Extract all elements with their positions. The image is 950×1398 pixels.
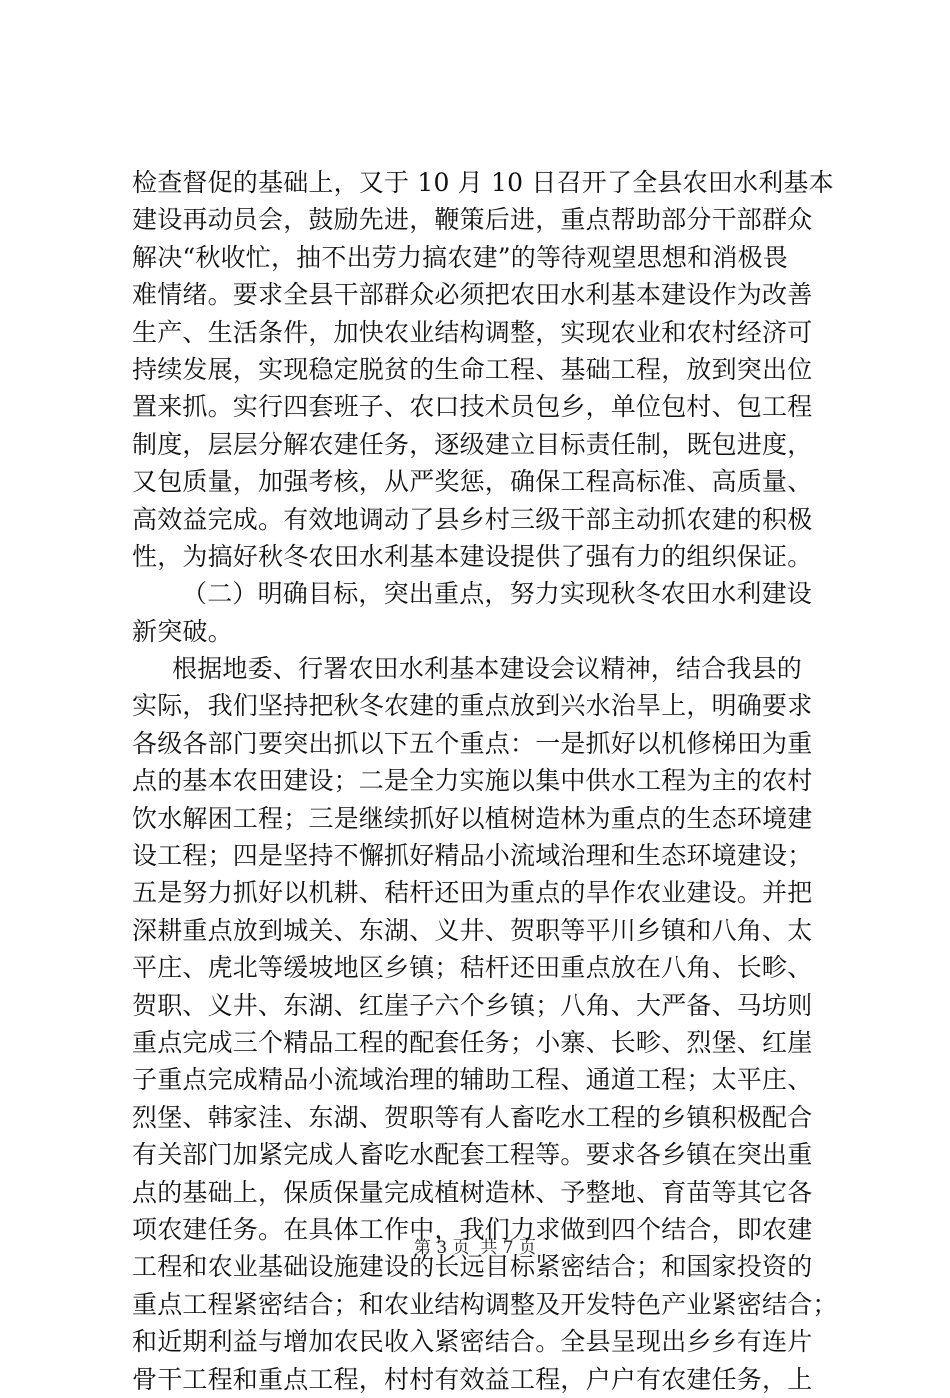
- text-line: 饮水解困工程；三是继续抓好以植树造林为重点的生态环境建: [132, 803, 813, 833]
- text-line: 难情绪。要求全县干部群众必须把农田水利基本建设作为改善: [132, 280, 813, 310]
- text-line: 平庄、虎北等缓坡地区乡镇；秸杆还田重点放在八角、长畛、: [132, 953, 813, 983]
- text-line: 置来抓。实行四套班子、农口技术员包乡，单位包村、包工程: [132, 392, 813, 422]
- text-line: 和近期利益与增加农民收入紧密结合。全县呈现出乡乡有连片: [132, 1327, 813, 1357]
- paragraph-first-line: 根据地委、行署农田水利基本建设会议精神，结合我县的: [172, 654, 803, 684]
- text-line: 骨干工程和重点工程，村村有效益工程，户户有农建任务，上: [132, 1364, 813, 1394]
- text-line: 子重点完成精品小流域治理的辅助工程、通道工程；太平庄、: [132, 1065, 813, 1095]
- page-number: 第 3 页 共 7 页: [413, 1238, 537, 1258]
- document-body: [132, 164, 838, 1398]
- text-line: 工程和农业基础设施建设的长远目标紧密结合；和国家投资的: [132, 1252, 813, 1282]
- text-line: 项农建任务。在具体工作中，我们力求做到四个结合，即农建: [132, 1214, 813, 1244]
- text-line: 点的基本农田建设；二是全力实施以集中供水工程为主的农村: [132, 766, 813, 796]
- text-line: 贺职、义井、东湖、红崖子六个乡镇；八角、大严备、马坊则: [132, 990, 813, 1020]
- text-line: 设工程；四是坚持不懈抓好精品小流域治理和生态环境建设；: [132, 841, 813, 871]
- section-heading: （二）明确目标，突出重点，努力实现秋冬农田水利建设: [182, 579, 813, 609]
- text-line: 建设再动员会，鼓励先进，鞭策后进，重点帮助部分干部群众: [132, 205, 813, 235]
- page-footer: [0, 1237, 950, 1259]
- section-heading-continuation: 新突破。: [132, 616, 233, 646]
- text-line: 实际，我们坚持把秋冬农建的重点放到兴水治旱上，明确要求: [132, 691, 813, 721]
- text-line: 解决“秋收忙，抽不出劳力搞农建”的等待观望思想和消极畏: [132, 242, 788, 272]
- text-line: 五是努力抓好以机耕、秸杆还田为重点的旱作农业建设。并把: [132, 878, 813, 908]
- text-line: 有关部门加紧完成人畜吃水配套工程等。要求各乡镇在突出重: [132, 1140, 813, 1170]
- text-line: 各级各部门要突出抓以下五个重点：一是抓好以机修梯田为重: [132, 728, 813, 758]
- text-line: 重点工程紧密结合；和农业结构调整及开发特色产业紧密结合；: [132, 1289, 838, 1319]
- text-line: 又包质量，加强考核，从严奖惩，确保工程高标准、高质量、: [132, 467, 813, 497]
- text-line: 检查督促的基础上，又于 10 月 10 日召开了全县农田水利基本: [132, 168, 834, 197]
- text-line: 高效益完成。有效地调动了县乡村三级干部主动抓农建的积极: [132, 504, 813, 534]
- text-line: 持续发展，实现稳定脱贫的生命工程、基础工程，放到突出位: [132, 354, 813, 384]
- text-line: 重点完成三个精品工程的配套任务；小寨、长畛、烈堡、红崖: [132, 1027, 813, 1057]
- text-line: 烈堡、韩家洼、东湖、贺职等有人畜吃水工程的乡镇积极配合: [132, 1102, 813, 1132]
- text-line: 生产、生活条件，加快农业结构调整，实现农业和农村经济可: [132, 317, 813, 347]
- text-line: 性，为搞好秋冬农田水利基本建设提供了强有力的组织保证。: [132, 541, 813, 571]
- text-line: 制度，层层分解农建任务，逐级建立目标责任制，既包进度，: [132, 429, 813, 459]
- text-line: 深耕重点放到城关、东湖、义井、贺职等平川乡镇和八角、太: [132, 915, 813, 945]
- text-line: 点的基础上，保质保量完成植树造林、予整地、育苗等其它各: [132, 1177, 813, 1207]
